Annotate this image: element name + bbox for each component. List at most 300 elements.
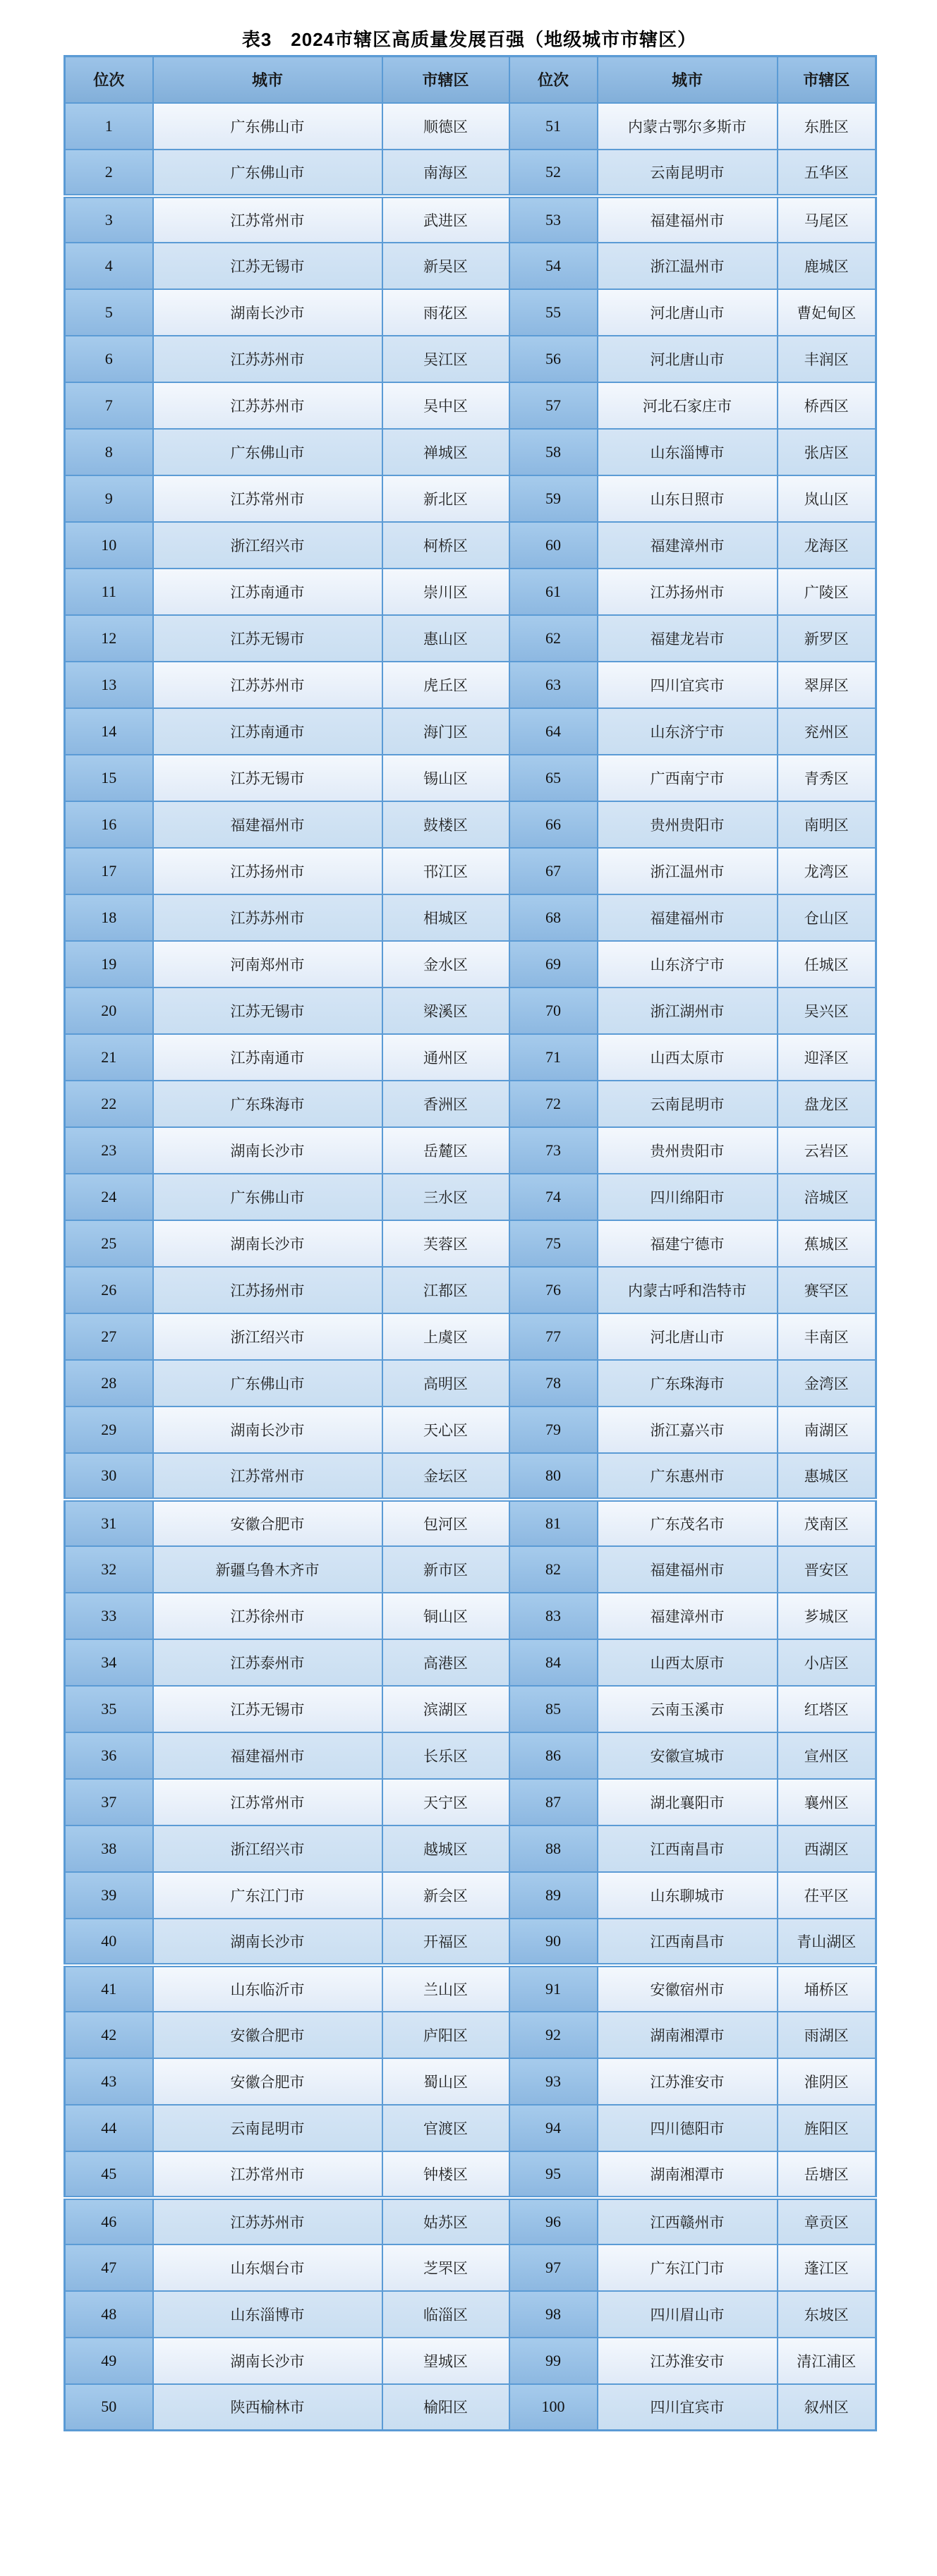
table-row	[65, 1220, 876, 1267]
city-cell-right: 山东日照市	[598, 475, 778, 522]
district-cell-left: 高港区	[382, 1639, 509, 1686]
city-cell-right: 浙江温州市	[598, 243, 778, 289]
city-cell-left: 湖南长沙市	[153, 1220, 382, 1267]
city-cell-left: 广东珠海市	[153, 1081, 382, 1127]
table-row	[65, 1639, 876, 1686]
district-cell-right: 青山湖区	[778, 1919, 876, 1965]
district-cell-right: 新罗区	[778, 615, 876, 662]
rank-cell-left: 31	[65, 1500, 153, 1546]
city-cell-left: 安徽合肥市	[153, 2058, 382, 2105]
column-header-district-left: 市辖区	[382, 56, 509, 103]
city-cell-left: 江苏无锡市	[153, 988, 382, 1034]
city-cell-right: 福建漳州市	[598, 522, 778, 569]
rank-cell-right: 55	[509, 289, 598, 336]
city-cell-left: 浙江绍兴市	[153, 1825, 382, 1872]
rank-cell-right: 64	[509, 708, 598, 755]
district-cell-left: 姑苏区	[382, 2198, 509, 2244]
rank-cell-right: 61	[509, 569, 598, 615]
rank-cell-left: 32	[65, 1546, 153, 1593]
rank-cell-right: 100	[509, 2384, 598, 2431]
rank-cell-right: 75	[509, 1220, 598, 1267]
rank-cell-left: 39	[65, 1872, 153, 1919]
city-cell-left: 安徽合肥市	[153, 1500, 382, 1546]
rank-cell-left: 24	[65, 1174, 153, 1220]
table-row	[65, 1825, 876, 1872]
district-cell-right: 龙海区	[778, 522, 876, 569]
rank-cell-left: 30	[65, 1453, 153, 1500]
city-cell-right: 山东淄博市	[598, 429, 778, 475]
city-cell-right: 福建漳州市	[598, 1593, 778, 1639]
column-header-rank-left: 位次	[65, 56, 153, 103]
city-cell-right: 山东济宁市	[598, 708, 778, 755]
table-row	[65, 475, 876, 522]
rank-cell-right: 57	[509, 382, 598, 429]
city-cell-right: 内蒙古鄂尔多斯市	[598, 103, 778, 150]
city-cell-right: 四川德阳市	[598, 2105, 778, 2151]
city-cell-right: 云南玉溪市	[598, 1686, 778, 1732]
district-cell-left: 梁溪区	[382, 988, 509, 1034]
district-cell-right: 叙州区	[778, 2384, 876, 2431]
district-cell-left: 临淄区	[382, 2291, 509, 2338]
rank-cell-right: 88	[509, 1825, 598, 1872]
district-cell-right: 埇桥区	[778, 1965, 876, 2012]
district-cell-left: 新北区	[382, 475, 509, 522]
table-row	[65, 1593, 876, 1639]
city-cell-right: 四川绵阳市	[598, 1174, 778, 1220]
rank-cell-right: 56	[509, 336, 598, 382]
district-cell-right: 旌阳区	[778, 2105, 876, 2151]
district-cell-right: 南湖区	[778, 1407, 876, 1453]
city-cell-right: 江西南昌市	[598, 1825, 778, 1872]
table-row	[65, 1313, 876, 1360]
district-cell-right: 南明区	[778, 801, 876, 848]
city-cell-left: 广东佛山市	[153, 103, 382, 150]
city-cell-right: 福建龙岩市	[598, 615, 778, 662]
rank-cell-right: 58	[509, 429, 598, 475]
district-cell-right: 西湖区	[778, 1825, 876, 1872]
table-body	[65, 103, 876, 2431]
rank-cell-left: 16	[65, 801, 153, 848]
rank-cell-right: 73	[509, 1127, 598, 1174]
city-cell-left: 安徽合肥市	[153, 2012, 382, 2058]
city-cell-right: 河北唐山市	[598, 289, 778, 336]
city-cell-left: 河南郑州市	[153, 941, 382, 988]
district-cell-right: 丰润区	[778, 336, 876, 382]
rank-cell-left: 47	[65, 2244, 153, 2291]
ranking-table	[64, 55, 877, 2431]
rank-cell-right: 91	[509, 1965, 598, 2012]
table-row	[65, 569, 876, 615]
table-row	[65, 1360, 876, 1407]
district-cell-right: 茂南区	[778, 1500, 876, 1546]
rank-cell-right: 51	[509, 103, 598, 150]
district-cell-left: 天心区	[382, 1407, 509, 1453]
city-cell-left: 湖南长沙市	[153, 1919, 382, 1965]
table-row	[65, 1686, 876, 1732]
table-row	[65, 522, 876, 569]
rank-cell-right: 97	[509, 2244, 598, 2291]
district-cell-left: 锡山区	[382, 755, 509, 801]
city-cell-right: 河北唐山市	[598, 336, 778, 382]
rank-cell-left: 22	[65, 1081, 153, 1127]
table-row	[65, 1732, 876, 1779]
city-cell-left: 江苏南通市	[153, 569, 382, 615]
table-row	[65, 894, 876, 941]
rank-cell-right: 74	[509, 1174, 598, 1220]
rank-cell-right: 98	[509, 2291, 598, 2338]
rank-cell-left: 8	[65, 429, 153, 475]
rank-cell-right: 52	[509, 150, 598, 196]
district-cell-right: 惠城区	[778, 1453, 876, 1500]
city-cell-left: 江苏无锡市	[153, 755, 382, 801]
city-cell-left: 江苏无锡市	[153, 1686, 382, 1732]
rank-cell-left: 27	[65, 1313, 153, 1360]
rank-cell-right: 92	[509, 2012, 598, 2058]
table-row	[65, 243, 876, 289]
district-cell-right: 宣州区	[778, 1732, 876, 1779]
table-row	[65, 2384, 876, 2431]
rank-cell-left: 14	[65, 708, 153, 755]
district-cell-right: 马尾区	[778, 196, 876, 243]
district-cell-right: 丰南区	[778, 1313, 876, 1360]
header-row	[65, 56, 876, 103]
district-cell-right: 青秀区	[778, 755, 876, 801]
city-cell-right: 江苏淮安市	[598, 2338, 778, 2384]
rank-cell-left: 46	[65, 2198, 153, 2244]
district-cell-left: 官渡区	[382, 2105, 509, 2151]
district-cell-left: 金坛区	[382, 1453, 509, 1500]
city-cell-right: 山西太原市	[598, 1639, 778, 1686]
city-cell-right: 河北唐山市	[598, 1313, 778, 1360]
city-cell-left: 云南昆明市	[153, 2105, 382, 2151]
rank-cell-left: 40	[65, 1919, 153, 1965]
table-row	[65, 1919, 876, 1965]
city-cell-right: 贵州贵阳市	[598, 801, 778, 848]
rank-cell-right: 72	[509, 1081, 598, 1127]
city-cell-right: 湖北襄阳市	[598, 1779, 778, 1825]
rank-cell-right: 71	[509, 1034, 598, 1081]
district-cell-right: 芗城区	[778, 1593, 876, 1639]
district-cell-left: 钟楼区	[382, 2151, 509, 2198]
district-cell-right: 张店区	[778, 429, 876, 475]
city-cell-right: 四川宜宾市	[598, 662, 778, 708]
city-cell-left: 新疆乌鲁木齐市	[153, 1546, 382, 1593]
rank-cell-left: 20	[65, 988, 153, 1034]
district-cell-left: 鼓楼区	[382, 801, 509, 848]
rank-cell-left: 42	[65, 2012, 153, 2058]
district-cell-left: 长乐区	[382, 1732, 509, 1779]
rank-cell-right: 83	[509, 1593, 598, 1639]
district-cell-right: 仓山区	[778, 894, 876, 941]
district-cell-left: 江都区	[382, 1267, 509, 1313]
rank-cell-left: 21	[65, 1034, 153, 1081]
rank-cell-right: 99	[509, 2338, 598, 2384]
district-cell-left: 新市区	[382, 1546, 509, 1593]
city-cell-right: 浙江湖州市	[598, 988, 778, 1034]
rank-cell-right: 84	[509, 1639, 598, 1686]
rank-cell-left: 38	[65, 1825, 153, 1872]
rank-cell-left: 15	[65, 755, 153, 801]
rank-cell-left: 37	[65, 1779, 153, 1825]
city-cell-right: 山东聊城市	[598, 1872, 778, 1919]
city-cell-left: 山东烟台市	[153, 2244, 382, 2291]
city-cell-left: 江苏常州市	[153, 475, 382, 522]
rank-cell-right: 70	[509, 988, 598, 1034]
district-cell-right: 蕉城区	[778, 1220, 876, 1267]
district-cell-right: 五华区	[778, 150, 876, 196]
city-cell-right: 广东珠海市	[598, 1360, 778, 1407]
district-cell-left: 新会区	[382, 1872, 509, 1919]
city-cell-left: 江苏徐州市	[153, 1593, 382, 1639]
rank-cell-left: 1	[65, 103, 153, 150]
rank-cell-left: 49	[65, 2338, 153, 2384]
rank-cell-right: 59	[509, 475, 598, 522]
rank-cell-right: 62	[509, 615, 598, 662]
district-cell-left: 滨湖区	[382, 1686, 509, 1732]
district-cell-left: 开福区	[382, 1919, 509, 1965]
city-cell-left: 湖南长沙市	[153, 289, 382, 336]
table-row	[65, 1546, 876, 1593]
district-cell-right: 清江浦区	[778, 2338, 876, 2384]
city-cell-right: 湖南湘潭市	[598, 2012, 778, 2058]
table-row	[65, 2105, 876, 2151]
rank-cell-left: 26	[65, 1267, 153, 1313]
city-cell-right: 江苏淮安市	[598, 2058, 778, 2105]
district-cell-right: 金湾区	[778, 1360, 876, 1407]
district-cell-right: 迎泽区	[778, 1034, 876, 1081]
city-cell-left: 山东临沂市	[153, 1965, 382, 2012]
rank-cell-right: 82	[509, 1546, 598, 1593]
district-cell-right: 茌平区	[778, 1872, 876, 1919]
city-cell-right: 贵州贵阳市	[598, 1127, 778, 1174]
table-title: 表3 2024市辖区高质量发展百强（地级城市市辖区）	[241, 29, 697, 50]
district-cell-left: 香洲区	[382, 1081, 509, 1127]
city-cell-left: 山东淄博市	[153, 2291, 382, 2338]
city-cell-left: 福建福州市	[153, 1732, 382, 1779]
district-cell-right: 曹妃甸区	[778, 289, 876, 336]
rank-cell-left: 34	[65, 1639, 153, 1686]
rank-cell-right: 85	[509, 1686, 598, 1732]
table-row	[65, 615, 876, 662]
district-cell-left: 上虞区	[382, 1313, 509, 1360]
district-cell-right: 岚山区	[778, 475, 876, 522]
table-row	[65, 1174, 876, 1220]
city-cell-left: 江苏苏州市	[153, 382, 382, 429]
district-cell-right: 襄州区	[778, 1779, 876, 1825]
city-cell-right: 浙江温州市	[598, 848, 778, 894]
rank-cell-left: 3	[65, 196, 153, 243]
city-cell-right: 福建福州市	[598, 1546, 778, 1593]
rank-cell-right: 60	[509, 522, 598, 569]
city-cell-right: 山西太原市	[598, 1034, 778, 1081]
city-cell-left: 江苏常州市	[153, 1779, 382, 1825]
table-row	[65, 988, 876, 1034]
city-cell-right: 广东茂名市	[598, 1500, 778, 1546]
table-row	[65, 103, 876, 150]
rank-cell-left: 11	[65, 569, 153, 615]
district-cell-right: 涪城区	[778, 1174, 876, 1220]
district-cell-right: 龙湾区	[778, 848, 876, 894]
rank-cell-left: 36	[65, 1732, 153, 1779]
district-cell-right: 蓬江区	[778, 2244, 876, 2291]
rank-cell-left: 12	[65, 615, 153, 662]
city-cell-left: 江苏泰州市	[153, 1639, 382, 1686]
rank-cell-left: 45	[65, 2151, 153, 2198]
city-cell-left: 江苏苏州市	[153, 662, 382, 708]
rank-cell-right: 77	[509, 1313, 598, 1360]
district-cell-right: 小店区	[778, 1639, 876, 1686]
city-cell-right: 广西南宁市	[598, 755, 778, 801]
district-cell-left: 金水区	[382, 941, 509, 988]
city-cell-right: 山东济宁市	[598, 941, 778, 988]
district-cell-left: 庐阳区	[382, 2012, 509, 2058]
district-cell-right: 云岩区	[778, 1127, 876, 1174]
city-cell-right: 福建福州市	[598, 196, 778, 243]
rank-cell-left: 50	[65, 2384, 153, 2431]
rank-cell-left: 2	[65, 150, 153, 196]
rank-cell-right: 81	[509, 1500, 598, 1546]
table-row	[65, 2151, 876, 2198]
column-header-rank-right: 位次	[509, 56, 598, 103]
city-cell-left: 江苏无锡市	[153, 615, 382, 662]
rank-cell-right: 68	[509, 894, 598, 941]
district-cell-right: 东胜区	[778, 103, 876, 150]
district-cell-left: 芙蓉区	[382, 1220, 509, 1267]
district-cell-left: 吴中区	[382, 382, 509, 429]
rank-cell-right: 78	[509, 1360, 598, 1407]
city-cell-left: 湖南长沙市	[153, 1407, 382, 1453]
table-row	[65, 1267, 876, 1313]
rank-cell-left: 43	[65, 2058, 153, 2105]
district-cell-left: 通州区	[382, 1034, 509, 1081]
district-cell-right: 桥西区	[778, 382, 876, 429]
city-cell-right: 云南昆明市	[598, 150, 778, 196]
city-cell-left: 江苏苏州市	[153, 894, 382, 941]
rank-cell-right: 86	[509, 1732, 598, 1779]
district-cell-right: 广陵区	[778, 569, 876, 615]
district-cell-left: 柯桥区	[382, 522, 509, 569]
district-cell-right: 盘龙区	[778, 1081, 876, 1127]
city-cell-left: 广东江门市	[153, 1872, 382, 1919]
table-row	[65, 2058, 876, 2105]
table-row	[65, 1034, 876, 1081]
rank-cell-left: 18	[65, 894, 153, 941]
city-cell-right: 安徽宣城市	[598, 1732, 778, 1779]
district-cell-right: 吴兴区	[778, 988, 876, 1034]
rank-cell-right: 63	[509, 662, 598, 708]
rank-cell-left: 9	[65, 475, 153, 522]
rank-cell-left: 23	[65, 1127, 153, 1174]
district-cell-left: 新吴区	[382, 243, 509, 289]
district-cell-left: 顺德区	[382, 103, 509, 150]
table-row	[65, 1500, 876, 1546]
rank-cell-left: 7	[65, 382, 153, 429]
rank-cell-right: 79	[509, 1407, 598, 1453]
table-row	[65, 1127, 876, 1174]
city-cell-left: 浙江绍兴市	[153, 1313, 382, 1360]
city-cell-left: 江苏扬州市	[153, 848, 382, 894]
rank-cell-left: 28	[65, 1360, 153, 1407]
district-cell-left: 南海区	[382, 150, 509, 196]
table-row	[65, 1779, 876, 1825]
district-cell-left: 海门区	[382, 708, 509, 755]
rank-cell-right: 67	[509, 848, 598, 894]
rank-cell-right: 90	[509, 1919, 598, 1965]
city-cell-right: 广东江门市	[598, 2244, 778, 2291]
rank-cell-left: 33	[65, 1593, 153, 1639]
table-row	[65, 848, 876, 894]
city-cell-left: 广东佛山市	[153, 429, 382, 475]
city-cell-right: 江西赣州市	[598, 2198, 778, 2244]
rank-cell-left: 5	[65, 289, 153, 336]
city-cell-left: 江苏常州市	[153, 196, 382, 243]
district-cell-right: 鹿城区	[778, 243, 876, 289]
district-cell-left: 包河区	[382, 1500, 509, 1546]
rank-cell-left: 17	[65, 848, 153, 894]
table-row	[65, 2291, 876, 2338]
city-cell-left: 江苏南通市	[153, 708, 382, 755]
table-row	[65, 429, 876, 475]
rank-cell-right: 89	[509, 1872, 598, 1919]
rank-cell-left: 4	[65, 243, 153, 289]
city-cell-left: 江苏南通市	[153, 1034, 382, 1081]
table-row	[65, 1081, 876, 1127]
city-cell-right: 四川眉山市	[598, 2291, 778, 2338]
rank-cell-left: 6	[65, 336, 153, 382]
rank-cell-right: 80	[509, 1453, 598, 1500]
district-cell-left: 惠山区	[382, 615, 509, 662]
city-cell-left: 广东佛山市	[153, 1174, 382, 1220]
rank-cell-left: 29	[65, 1407, 153, 1453]
table-row	[65, 289, 876, 336]
district-cell-left: 雨花区	[382, 289, 509, 336]
table-row	[65, 941, 876, 988]
table-header	[65, 56, 876, 103]
district-cell-left: 铜山区	[382, 1593, 509, 1639]
rank-cell-left: 13	[65, 662, 153, 708]
rank-cell-right: 66	[509, 801, 598, 848]
city-cell-left: 江苏常州市	[153, 1453, 382, 1500]
district-cell-left: 芝罘区	[382, 2244, 509, 2291]
city-cell-right: 云南昆明市	[598, 1081, 778, 1127]
district-cell-right: 岳塘区	[778, 2151, 876, 2198]
district-cell-right: 翠屏区	[778, 662, 876, 708]
district-cell-right: 赛罕区	[778, 1267, 876, 1313]
rank-cell-left: 19	[65, 941, 153, 988]
city-cell-left: 广东佛山市	[153, 150, 382, 196]
district-cell-right: 任城区	[778, 941, 876, 988]
rank-cell-right: 93	[509, 2058, 598, 2105]
city-cell-right: 浙江嘉兴市	[598, 1407, 778, 1453]
district-cell-right: 东坡区	[778, 2291, 876, 2338]
city-cell-left: 湖南长沙市	[153, 1127, 382, 1174]
district-cell-left: 相城区	[382, 894, 509, 941]
city-cell-right: 江苏扬州市	[598, 569, 778, 615]
table-row	[65, 336, 876, 382]
district-cell-left: 越城区	[382, 1825, 509, 1872]
table-row	[65, 382, 876, 429]
table-row	[65, 1872, 876, 1919]
district-cell-left: 天宁区	[382, 1779, 509, 1825]
city-cell-right: 河北石家庄市	[598, 382, 778, 429]
rank-cell-right: 96	[509, 2198, 598, 2244]
city-cell-left: 湖南长沙市	[153, 2338, 382, 2384]
district-cell-left: 望城区	[382, 2338, 509, 2384]
city-cell-left: 江苏常州市	[153, 2151, 382, 2198]
rank-cell-right: 53	[509, 196, 598, 243]
district-cell-left: 蜀山区	[382, 2058, 509, 2105]
table-row	[65, 801, 876, 848]
